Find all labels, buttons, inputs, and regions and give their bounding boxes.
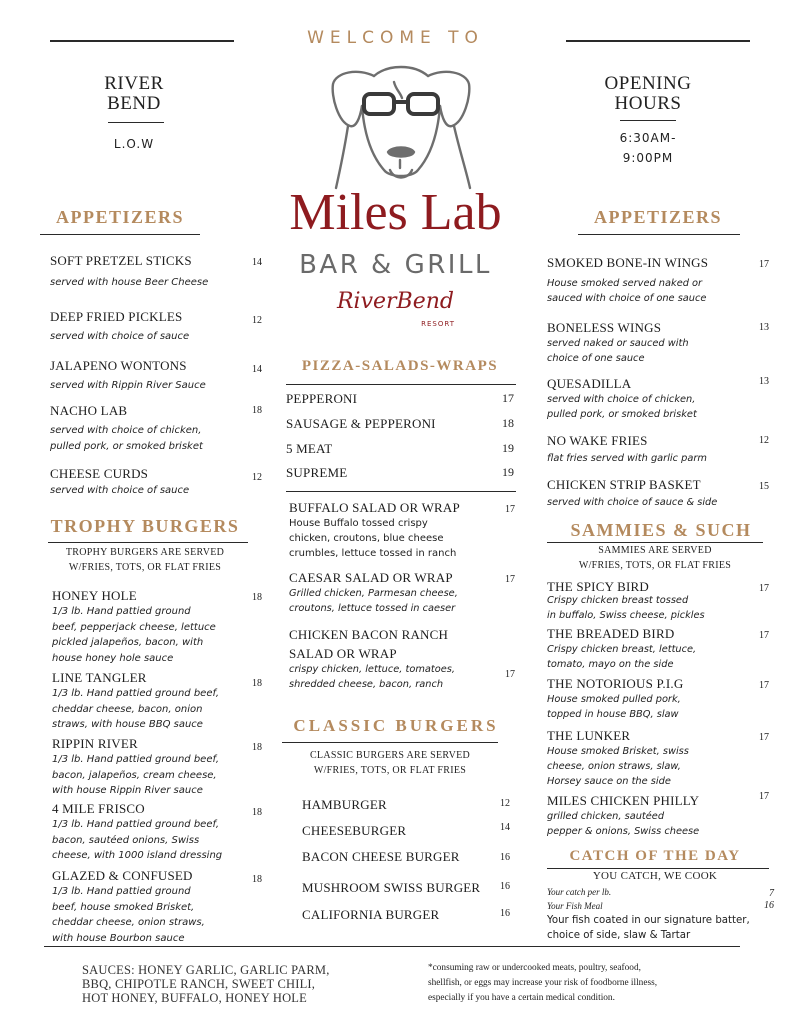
item-name: 4 MILE FRISCO bbox=[52, 801, 145, 816]
item-desc: pulled pork, or smoked brisket bbox=[547, 409, 697, 420]
list-item bbox=[52, 868, 262, 946]
list-item bbox=[547, 320, 769, 366]
catch-note: YOU CATCH, WE COOK bbox=[592, 870, 718, 882]
item-name: SMOKED BONE-IN WINGS bbox=[547, 255, 709, 270]
item-name: SUPREME bbox=[286, 465, 348, 480]
item-desc: grilled chicken, sautéed bbox=[547, 811, 665, 822]
item-desc: in buffalo, Swiss cheese, pickles bbox=[547, 610, 705, 621]
item-name: SALAD OR WRAP bbox=[289, 646, 397, 661]
item-name: NACHO LAB bbox=[50, 403, 128, 418]
item-name: Your catch per lb. bbox=[547, 887, 612, 897]
sammies-title: SAMMIES & SUCH bbox=[570, 520, 752, 540]
item-name: NO WAKE FRIES bbox=[547, 433, 648, 448]
right-appetizers-rule bbox=[578, 234, 740, 235]
item-desc: 1/3 lb. Hand pattied ground beef, bbox=[52, 819, 219, 830]
item-name: BUFFALO SALAD OR WRAP bbox=[289, 500, 460, 515]
riverbend-resort: RESORT bbox=[421, 320, 455, 328]
list-item bbox=[286, 415, 514, 433]
item-price: 16 bbox=[764, 900, 774, 911]
sammies-note: SAMMIES ARE SERVED W/FRIES, TOTS, OR FLAT FRIES bbox=[578, 545, 732, 571]
list-item bbox=[50, 253, 262, 291]
opening-hours-rule bbox=[620, 120, 676, 121]
opening-hours-title: OPENING HOURS bbox=[604, 73, 692, 114]
logo-miles-lab: Miles Lab bbox=[289, 184, 502, 241]
item-price: 17 bbox=[505, 669, 515, 680]
list-item bbox=[52, 670, 262, 733]
item-desc: flat fries served with garlic parm bbox=[547, 453, 707, 464]
list-item bbox=[547, 433, 769, 466]
item-desc: straws, with house BBQ sauce bbox=[52, 719, 203, 730]
item-name: 5 MEAT bbox=[286, 441, 333, 456]
item-name: CHEESEBURGER bbox=[302, 823, 407, 838]
list-item bbox=[286, 440, 514, 458]
item-desc: choice of one sauce bbox=[547, 353, 645, 364]
item-price: 18 bbox=[252, 742, 262, 753]
item-price: 12 bbox=[500, 798, 510, 809]
item-desc: shredded cheese, bacon, ranch bbox=[289, 679, 444, 690]
item-price: 17 bbox=[505, 574, 515, 585]
list-item bbox=[547, 376, 769, 422]
item-desc: served with choice of sauce bbox=[50, 331, 190, 342]
list-item bbox=[547, 676, 769, 722]
item-desc: cheese, onion straws, slaw, bbox=[547, 761, 681, 772]
item-desc: 1/3 lb. Hand pattied ground bbox=[52, 886, 191, 897]
item-desc: Crispy chicken breast tossed bbox=[547, 595, 689, 606]
item-price: 14 bbox=[252, 364, 262, 375]
item-desc: tomato, mayo on the side bbox=[547, 659, 674, 670]
list-item bbox=[547, 728, 769, 789]
item-price: 14 bbox=[500, 822, 510, 833]
item-name: QUESADILLA bbox=[547, 376, 632, 391]
item-price: 14 bbox=[252, 257, 262, 268]
item-name: GLAZED & CONFUSED bbox=[52, 868, 193, 883]
logo-bar-grill: BAR & GRILL bbox=[299, 250, 492, 280]
list-item bbox=[547, 626, 769, 672]
riverbend-logo: RiverBend bbox=[336, 289, 454, 314]
list-item bbox=[547, 255, 769, 306]
trophy-burgers-rule bbox=[48, 542, 248, 543]
item-desc: House smoked Brisket, swiss bbox=[547, 746, 689, 757]
list-item bbox=[52, 801, 262, 864]
item-name: SAUSAGE & PEPPERONI bbox=[286, 416, 436, 431]
item-price: 17 bbox=[759, 791, 769, 802]
list-item bbox=[289, 627, 515, 692]
item-price: 17 bbox=[502, 391, 514, 405]
item-desc: bacon, jalapeños, cream cheese, bbox=[52, 769, 217, 781]
item-price: 18 bbox=[252, 592, 262, 603]
item-name: DEEP FRIED PICKLES bbox=[50, 309, 183, 324]
list-item bbox=[547, 579, 769, 623]
item-desc: House Buffalo tossed crispy bbox=[289, 518, 428, 529]
list-item bbox=[547, 793, 769, 839]
item-price: 18 bbox=[252, 405, 262, 416]
item-price: 18 bbox=[252, 874, 262, 885]
list-item bbox=[547, 899, 774, 913]
item-name: SOFT PRETZEL STICKS bbox=[50, 253, 192, 268]
item-name: CHICKEN STRIP BASKET bbox=[547, 477, 701, 492]
item-desc: Your fish coated in our signature batter, bbox=[547, 915, 750, 926]
right-appetizers-title: APPETIZERS bbox=[593, 207, 723, 227]
list-item bbox=[289, 570, 515, 616]
item-desc: bacon, sautéed onions, Swiss bbox=[52, 834, 200, 846]
pizza-rule bbox=[286, 384, 516, 385]
item-desc: cheddar cheese, onion straws, bbox=[52, 917, 205, 928]
item-price: 16 bbox=[500, 881, 510, 892]
item-price: 13 bbox=[759, 322, 769, 333]
item-desc: House smoked served naked or bbox=[547, 278, 703, 289]
river-bend-title: RIVER BEND bbox=[104, 73, 164, 114]
item-price: 15 bbox=[759, 481, 769, 492]
item-desc: served with choice of chicken, bbox=[50, 425, 202, 436]
item-desc: served with choice of sauce bbox=[50, 485, 190, 496]
item-name: CHICKEN BACON RANCH bbox=[289, 627, 449, 642]
item-desc: served with choice of chicken, bbox=[547, 394, 696, 405]
list-item bbox=[50, 466, 262, 499]
item-price: 17 bbox=[759, 583, 769, 594]
list-item bbox=[302, 879, 510, 897]
item-desc: pepper & onions, Swiss cheese bbox=[547, 826, 700, 837]
item-desc: Crispy chicken breast, lettuce, bbox=[547, 644, 697, 655]
item-name: THE LUNKER bbox=[547, 728, 631, 743]
dog-logo-icon bbox=[330, 62, 472, 192]
item-desc: topped in house BBQ, slaw bbox=[547, 709, 679, 720]
item-price: 12 bbox=[759, 435, 769, 446]
list-item bbox=[289, 500, 515, 561]
item-name: JALAPENO WONTONS bbox=[50, 358, 187, 373]
list-item bbox=[52, 736, 262, 799]
item-price: 12 bbox=[252, 315, 262, 326]
item-desc: chicken, croutons, blue cheese bbox=[289, 533, 444, 544]
list-item bbox=[52, 588, 262, 666]
item-desc: served with Rippin River Sauce bbox=[50, 380, 206, 391]
pizza-salads-wraps-title: PIZZA-SALADS-WRAPS bbox=[301, 358, 499, 374]
item-name: MILES CHICKEN PHILLY bbox=[547, 793, 700, 808]
item-name: RIPPIN RIVER bbox=[52, 736, 138, 751]
item-desc: beef, pepperjack cheese, lettuce bbox=[52, 621, 216, 633]
item-desc: crumbles, lettuce tossed in ranch bbox=[289, 548, 457, 559]
item-name: PEPPERONI bbox=[286, 391, 358, 406]
item-price: 7 bbox=[769, 888, 774, 899]
item-price: 13 bbox=[759, 376, 769, 387]
item-desc: crispy chicken, lettuce, tomatoes, bbox=[289, 664, 455, 675]
item-name: CAESAR SALAD OR WRAP bbox=[289, 570, 453, 585]
item-name: THE BREADED BIRD bbox=[547, 626, 675, 641]
list-item bbox=[547, 885, 774, 899]
list-item bbox=[50, 403, 262, 454]
item-desc: with house Bourbon sauce bbox=[52, 932, 185, 944]
list-item bbox=[286, 464, 514, 482]
catch-items bbox=[547, 885, 774, 943]
classic-burgers-note: CLASSIC BURGERS ARE SERVED W/FRIES, TOTS, OR FLAT FRIES bbox=[309, 750, 471, 776]
item-name: HAMBURGER bbox=[302, 797, 387, 812]
item-name: LINE TANGLER bbox=[52, 670, 147, 685]
disclaimer: *consuming raw or undercooked meats, poultry, seafood, shellfish, or eggs may increase your risk of foodborne illness, especially if you have a certain medical condition. bbox=[428, 963, 658, 1003]
item-desc: served with house Beer Cheese bbox=[50, 277, 209, 288]
catch-of-the-day-title: CATCH OF THE DAY bbox=[569, 848, 741, 864]
list-item bbox=[286, 390, 514, 408]
item-desc: Grilled chicken, Parmesan cheese, bbox=[289, 588, 458, 599]
item-desc: 1/3 lb. Hand pattied ground beef, bbox=[52, 688, 219, 699]
river-bend-sub: L.O.W bbox=[113, 137, 155, 151]
classic-burgers-title: CLASSIC BURGERS bbox=[293, 716, 499, 735]
item-name: CALIFORNIA BURGER bbox=[302, 907, 440, 922]
opening-hours-times: 6:30AM- 9:00PM bbox=[619, 131, 677, 165]
item-desc: croutons, lettuce tossed in caeser bbox=[289, 603, 456, 614]
item-name: THE NOTORIOUS P.I.G bbox=[547, 676, 684, 691]
item-desc: with house Rippin River sauce bbox=[52, 785, 203, 796]
list-item bbox=[302, 906, 510, 924]
item-price: 17 bbox=[759, 732, 769, 743]
sauces-list: SAUCES: HONEY GARLIC, GARLIC PARM, BBQ, CHIPOTLE RANCH, SWEET CHILI, HOT HONEY, BUFFALO, HONEY HOLE bbox=[82, 963, 330, 1005]
list-item bbox=[302, 822, 510, 840]
trophy-burgers-title: TROPHY BURGERS bbox=[50, 516, 240, 536]
item-desc: beef, house smoked Brisket, bbox=[52, 901, 195, 913]
item-desc: Horsey sauce on the side bbox=[547, 776, 671, 787]
left-appetizers-rule bbox=[40, 234, 200, 235]
item-desc: served naked or sauced with bbox=[547, 338, 689, 349]
item-price: 16 bbox=[500, 908, 510, 919]
item-name: CHEESE CURDS bbox=[50, 466, 149, 481]
item-desc: house honey hole sauce bbox=[52, 652, 174, 664]
item-name: Your Fish Meal bbox=[547, 901, 603, 911]
item-name: MUSHROOM SWISS BURGER bbox=[302, 880, 481, 895]
item-desc: cheese, with 1000 island dressing bbox=[52, 850, 223, 861]
footer-rule bbox=[44, 946, 740, 947]
item-price: 18 bbox=[252, 807, 262, 818]
item-desc: House smoked pulled pork, bbox=[547, 694, 681, 705]
item-name: HONEY HOLE bbox=[52, 588, 137, 603]
list-item bbox=[50, 309, 262, 345]
trophy-burgers-note: TROPHY BURGERS ARE SERVED W/FRIES, TOTS, OR FLAT FRIES bbox=[65, 547, 225, 573]
item-desc: cheddar cheese, bacon, onion bbox=[52, 703, 203, 715]
item-price: 17 bbox=[759, 630, 769, 641]
salad-rule bbox=[286, 491, 516, 492]
item-price: 17 bbox=[759, 680, 769, 691]
item-desc: served with choice of sauce & side bbox=[547, 497, 718, 508]
item-price: 17 bbox=[505, 504, 515, 515]
list-item bbox=[302, 796, 510, 814]
item-desc: 1/3 lb. Hand pattied ground bbox=[52, 606, 191, 617]
left-appetizers-title: APPETIZERS bbox=[55, 207, 185, 227]
item-price: 17 bbox=[759, 259, 769, 270]
item-desc: pickled jalapeños, bacon, with bbox=[52, 637, 204, 648]
item-name: BONELESS WINGS bbox=[547, 320, 662, 335]
item-name: THE SPICY BIRD bbox=[547, 579, 649, 594]
item-price: 18 bbox=[252, 678, 262, 689]
item-desc: sauced with choice of one sauce bbox=[547, 293, 707, 304]
item-price: 19 bbox=[502, 441, 514, 455]
item-desc: choice of side, slaw & Tartar bbox=[547, 930, 691, 941]
item-price: 16 bbox=[500, 852, 510, 863]
list-item bbox=[50, 358, 262, 394]
item-name: BACON CHEESE BURGER bbox=[302, 849, 460, 864]
river-bend-rule bbox=[108, 122, 164, 123]
welcome-text: WELCOME TO bbox=[307, 28, 484, 48]
list-item bbox=[547, 477, 769, 510]
item-price: 18 bbox=[502, 416, 514, 430]
item-desc: pulled pork, or smoked brisket bbox=[50, 440, 203, 452]
item-desc: 1/3 lb. Hand pattied ground beef, bbox=[52, 754, 219, 765]
item-price: 12 bbox=[252, 472, 262, 483]
classic-burgers-rule bbox=[282, 742, 498, 743]
item-price: 19 bbox=[502, 465, 514, 479]
list-item bbox=[302, 848, 510, 866]
